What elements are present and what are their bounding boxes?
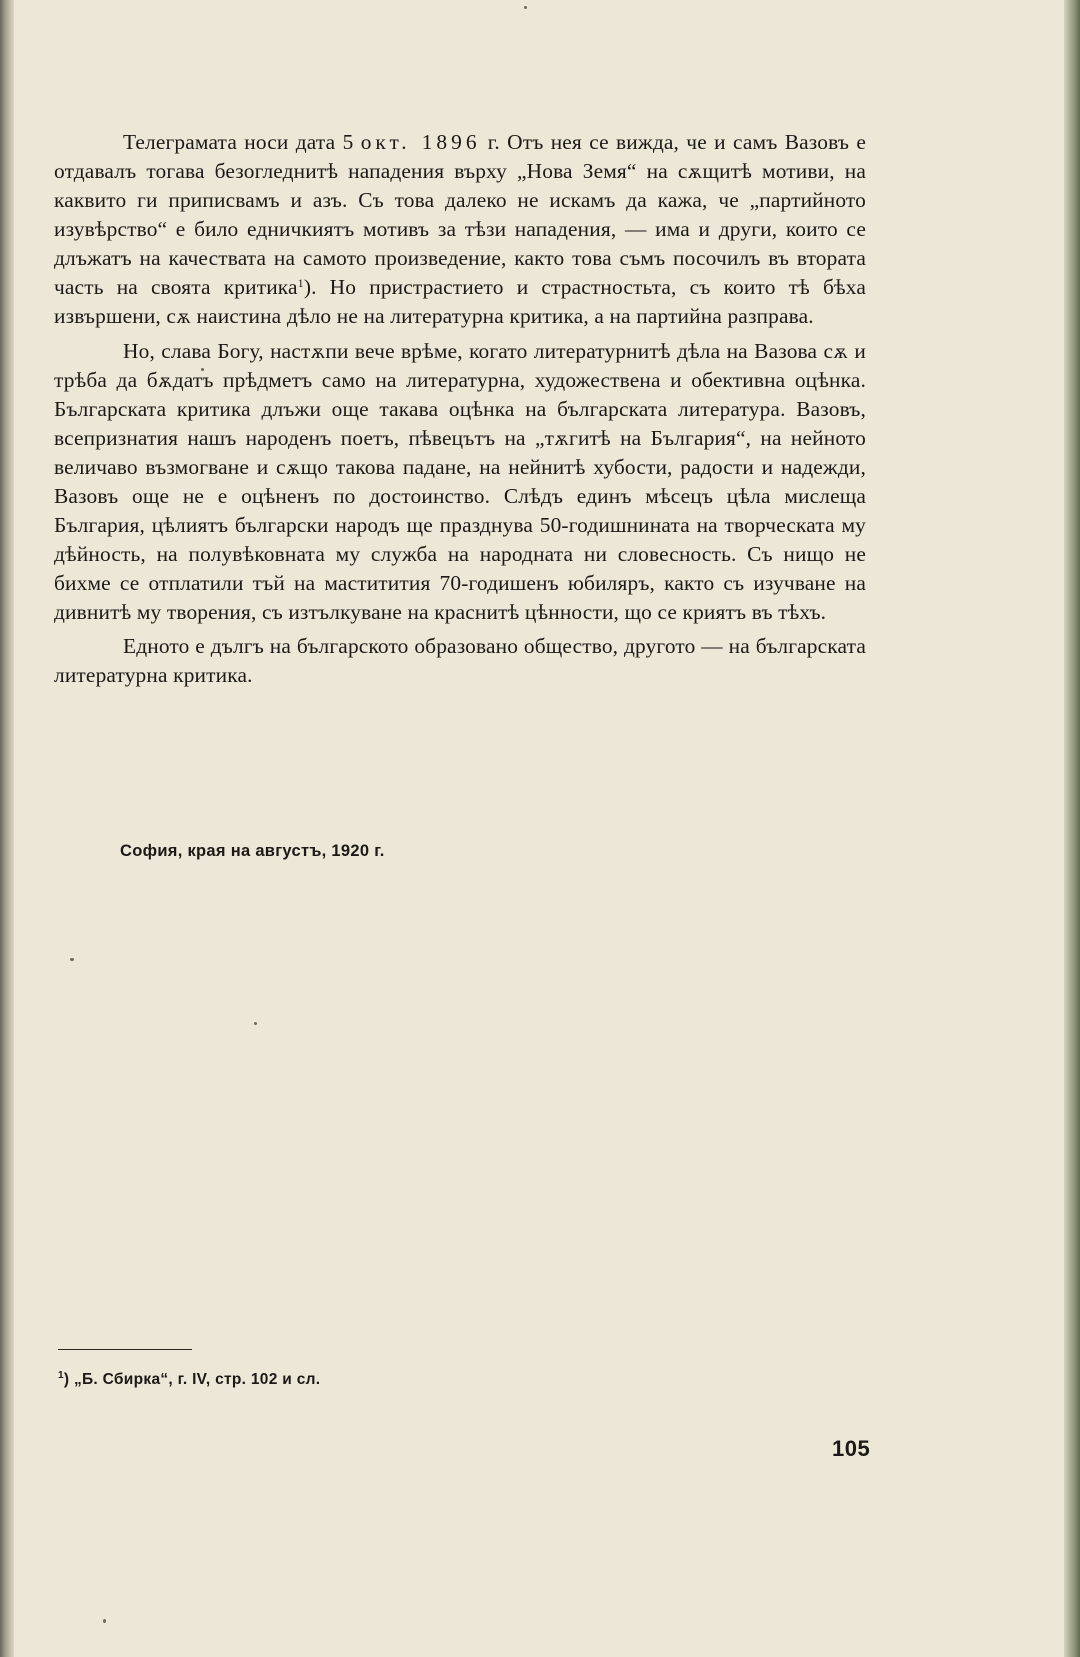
body-text	[54, 128, 866, 690]
place-date-signature: София, края на августъ, 1920 г.	[120, 842, 385, 860]
paragraph-3: Едното е дългъ на българското образовано общество, другото — на българската литературна критика.	[54, 634, 866, 687]
paper-speck	[70, 958, 74, 961]
page-number: 105	[832, 1436, 871, 1461]
date-spaced-text: окт. 1896	[360, 130, 481, 154]
paragraph-1-text-b: г. Отъ нея се вижда, че и самъ Вазовъ е отдавалъ тогава безогледнитѣ нападения върху „Нова Земя“ на сѫщитѣ мотиви, на каквито ги приписвамъ и азъ. Съ това далеко не искамъ да кажа, че „партийното изувѣрство“ е било едничкиятъ мотивъ за тѣзи нападения, — има и други, които се длъжатъ на качествата на самото произведение, както това съмъ посочилъ въ втората часть на своята критика	[54, 130, 866, 299]
paper-speck	[524, 6, 527, 9]
footnote-mark: 1	[58, 1370, 64, 1381]
paper-speck	[103, 1619, 106, 1623]
paragraph-1-text-c: ). Но пристрастието и страстностьта, съ които тѣ бѣха извършени, сѫ наистина дѣло не на литературна критика, а на партийна разправа.	[54, 275, 866, 328]
page-left-edge	[0, 0, 14, 1657]
footnote-reference: 1	[297, 276, 304, 290]
footnote-divider	[58, 1349, 192, 1350]
paragraph-1	[54, 128, 866, 331]
footnote	[58, 1371, 320, 1389]
paragraph-1-text-a: Телеграмата носи дата 5	[123, 130, 361, 154]
footnote-text: ) „Б. Сбирка“, г. IV, стр. 102 и сл.	[63, 1371, 321, 1388]
paragraph-2: Но, слава Богу, настѫпи вече врѣме, когато литературнитѣ дѣла на Вазова сѫ и трѣба да бѫдатъ прѣдметъ само на литературна, художествена и обективна оцѣнка. Българската критика длъжи още такава оцѣнка на българската литература. Вазовъ, всепризнатия нашъ народенъ поетъ, пѣвецътъ на „тѫгитѣ на България“, на нейното величаво възмогване и сѫщо такова падане, на нейнитѣ хубости, радости и надежди, Вазовъ още не е оцѣненъ по достоинство. Слѣдъ единъ мѣсецъ цѣла мислеща България, цѣлиятъ български народъ ще празднува 50-годишнината на творческата му дѣйность, на полувѣковната му служба на народната ни словесность. Съ нищо не бихме се отплатили тъй на маститития 70-годишенъ юбиляръ, както съ изучване на дивнитѣ му творения, съ изтълкуване на краснитѣ цѣнности, що се криятъ въ тѣхъ.	[54, 339, 866, 624]
paper-speck	[254, 1022, 257, 1025]
page-right-edge	[1064, 0, 1080, 1657]
